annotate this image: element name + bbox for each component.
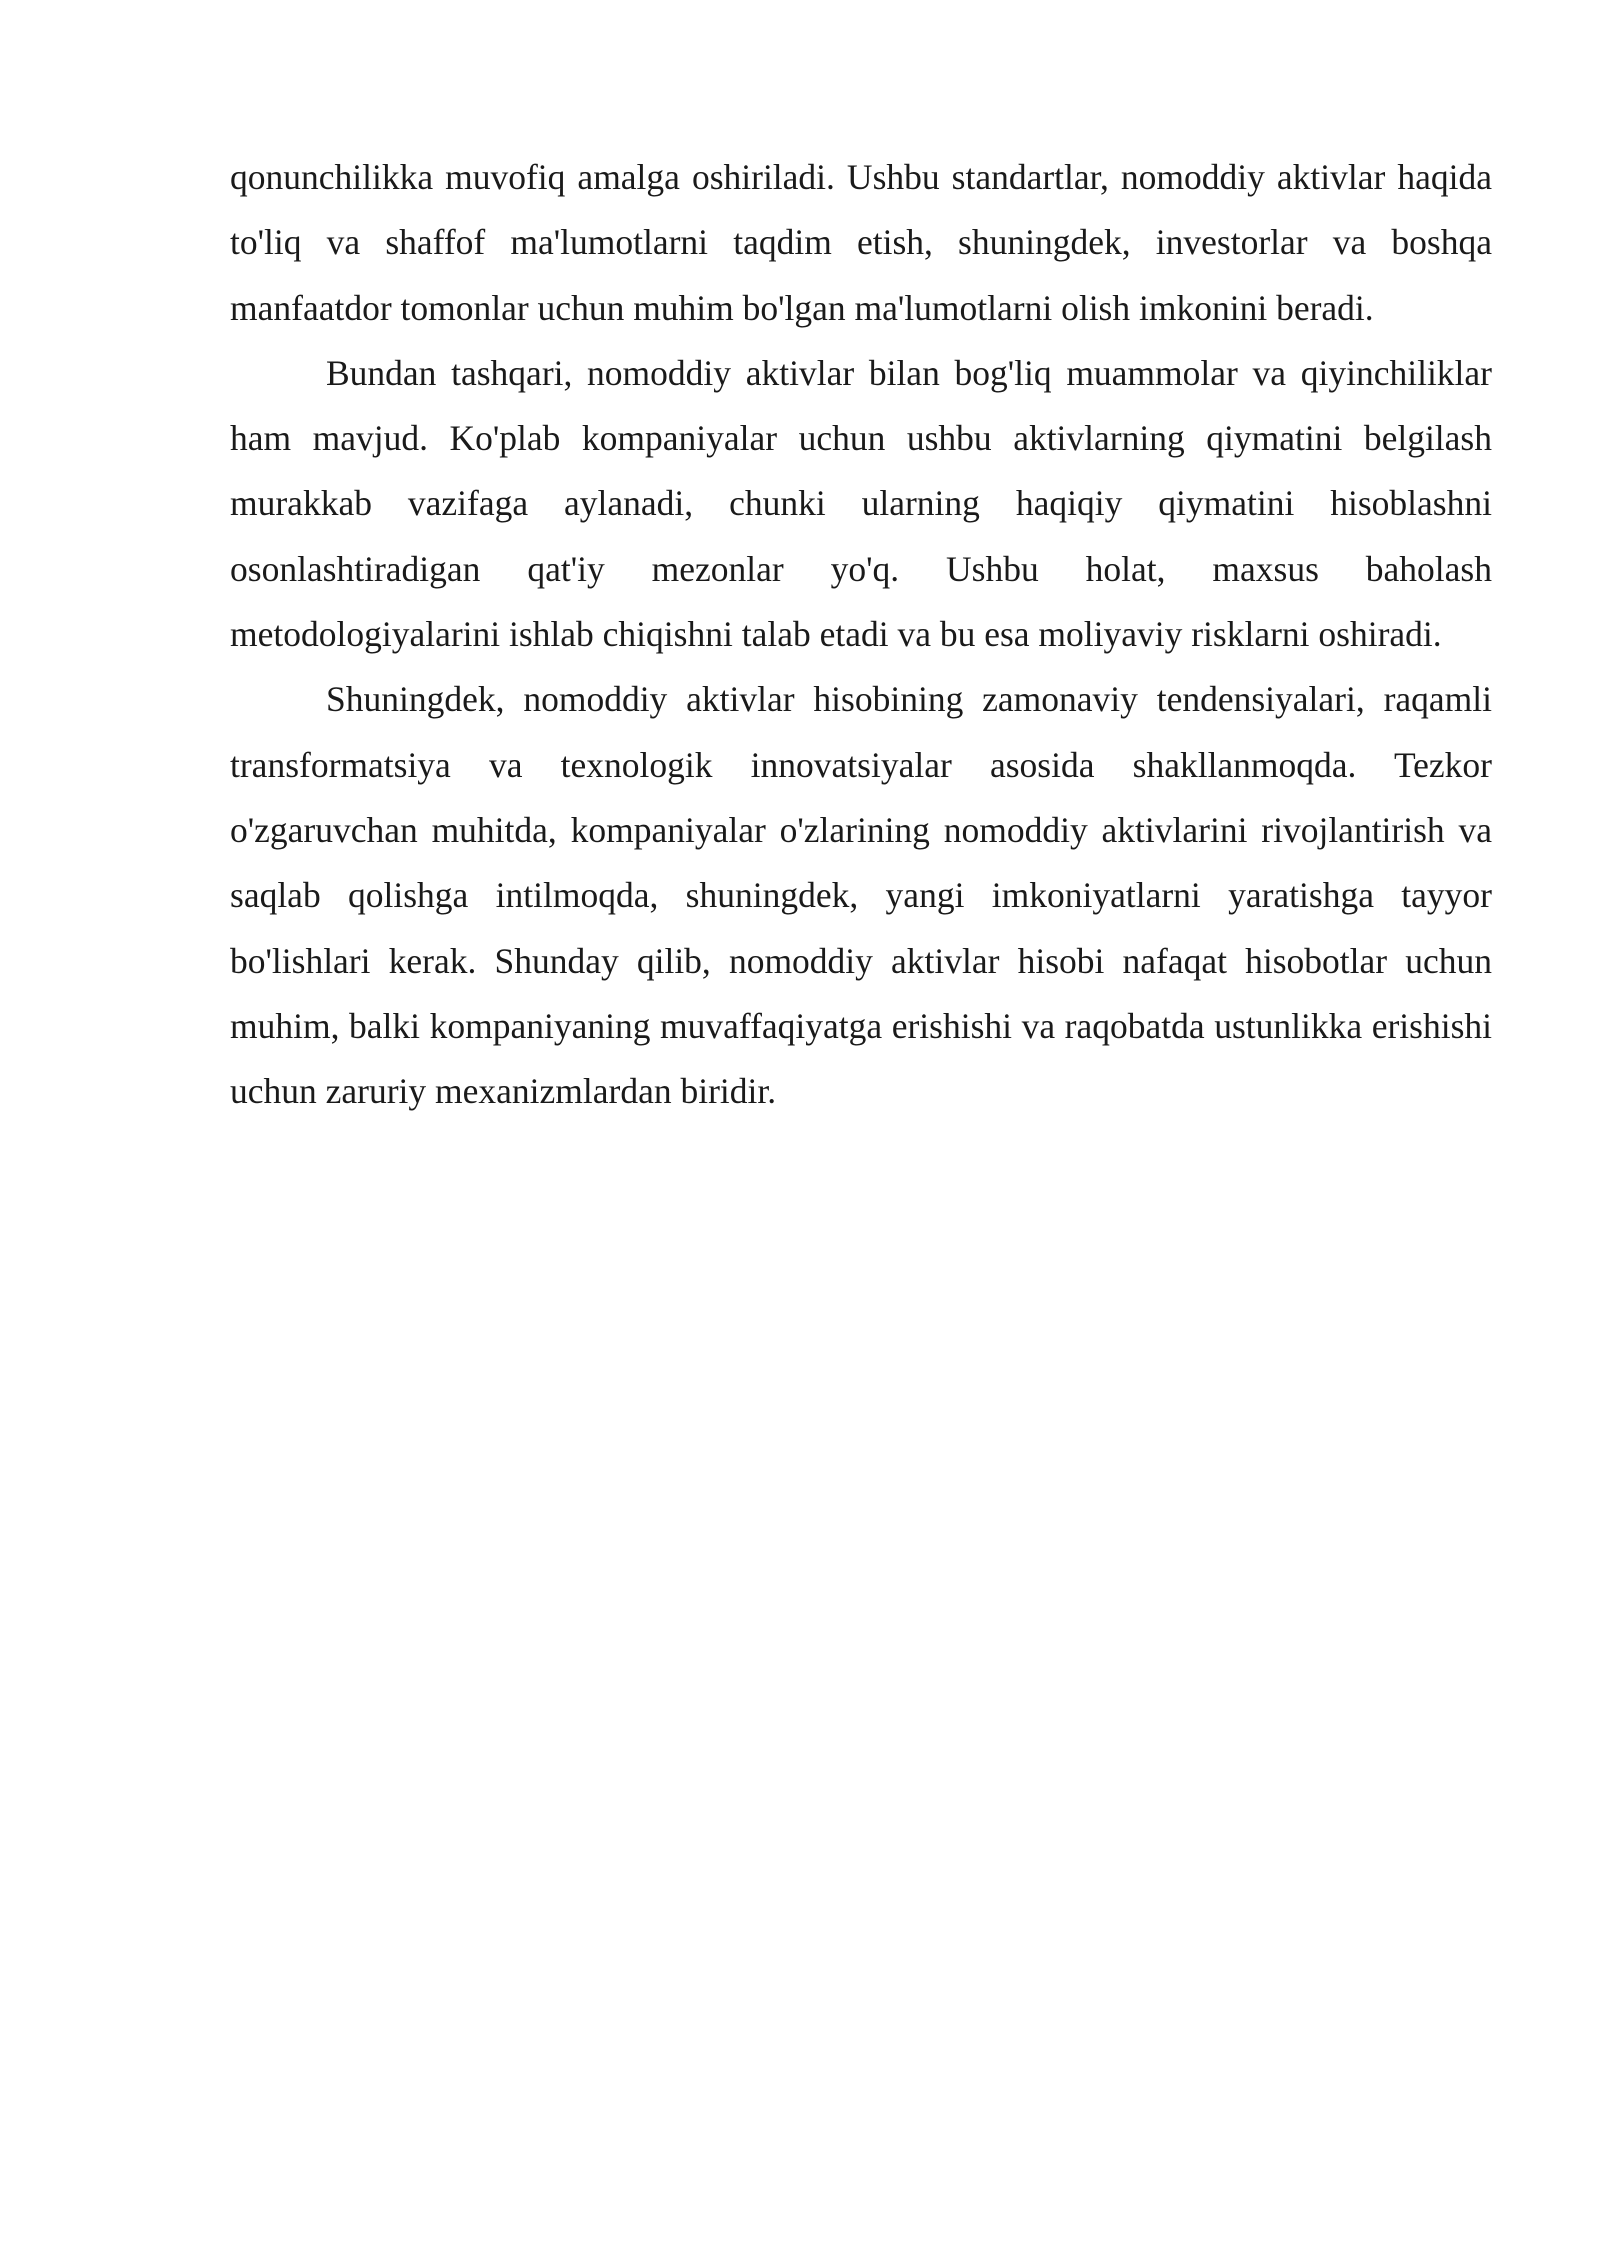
- paragraph-3: Shuningdek, nomoddiy aktivlar hisobining zamonaviy tendensiyalari, raqamli transformatsiya va texnologik innovatsiyalar asosida shakllanmoqda. Tezkor o'zgaruvchan muhitda, kompaniyalar o'zlarining nomoddiy aktivlarini rivojlantirish va saqlab qolishga intilmoqda, shuningdek, yangi imkoniyatlarni yaratishga tayyor bo'lishlari kerak. Shunday qilib, nomoddiy aktivlar hisobi nafaqat hisobotlar uchun muhim, balki kompaniyaning muvaffaqiyatga erishishi va raqobatda ustunlikka erishishi uchun zaruriy mexanizmlardan biridir.: [230, 679, 1492, 1112]
- paragraph-2: Bundan tashqari, nomoddiy aktivlar bilan bog'liq muammolar va qiyinchiliklar ham mavjud. Ko'plab kompaniyalar uchun ushbu aktivlarning qiymatini belgilash murakkab vazifaga aylanadi, chunki ularning haqiqiy qiymatini hisoblashni osonlashtiradigan qat'iy mezonlar yo'q. Ushbu holat, maxsus baholash metodologiyalarini ishlab chiqishni talab etadi va bu esa moliyaviy risklarni oshiradi.: [230, 352, 1492, 655]
- document-body: [230, 145, 1492, 1124]
- paragraph-1: qonunchilikka muvofiq amalga oshiriladi. Ushbu standartlar, nomoddiy aktivlar haqida to'liq va shaffof ma'lumotlarni taqdim etish, shuningdek, investorlar va boshqa manfaatdor tomonlar uchun muhim bo'lgan ma'lumotlarni olish imkonini beradi.: [230, 157, 1492, 328]
